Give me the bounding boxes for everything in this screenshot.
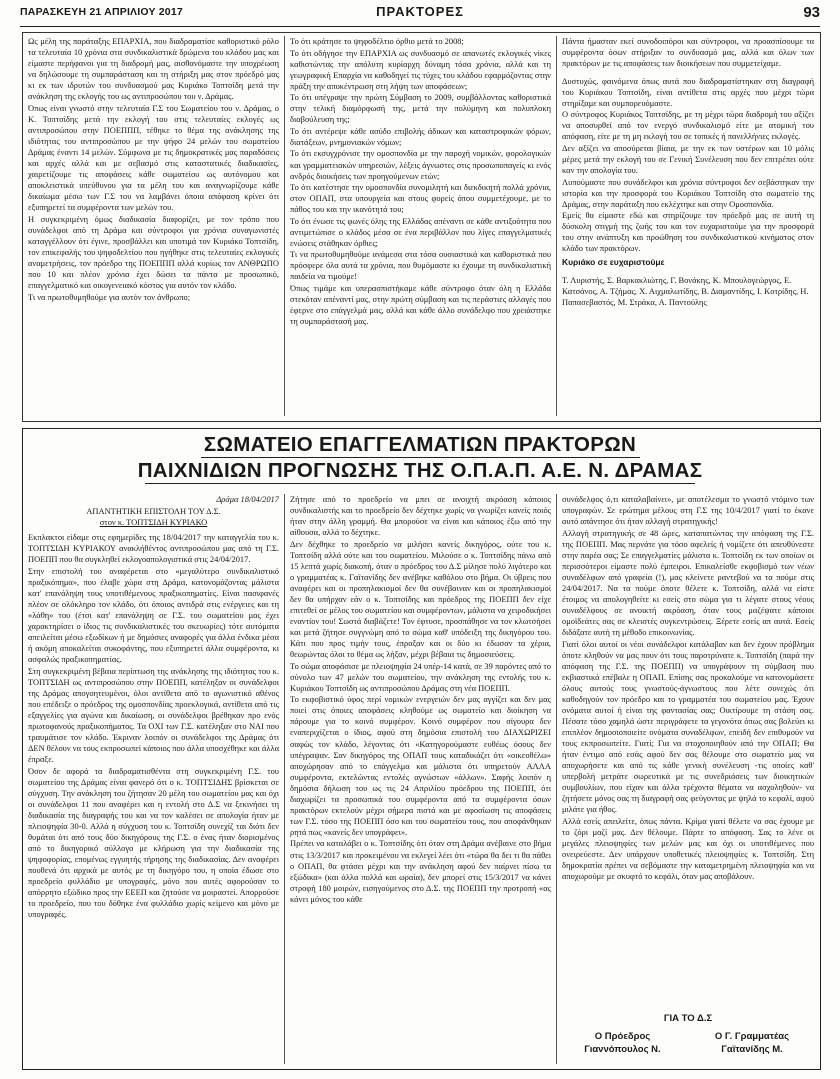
- secretary-title: Ο Γ. Γραμματέας: [714, 1031, 790, 1042]
- paragraph: Τι να πρωτοθυμηθούμε για αυτόν τον άνθρωπο;: [28, 291, 191, 302]
- paragraph: Όπως είναι γνωστό στην τελευταία Γ.Σ του Σωματείου του ν. Δράμας, ο Κ. Τοπτσίδης μετά την εκλογή του στις τελευταίες εκλογές ως αντιπροσώπου στην ΠΟΕΠΠΠ, τέθηκε το θέμα της ανάκλησης της ιδιότητας του αντιπροσώπου με την ψήφο 24 μελών του σωματείου Δράμας έναντι 14 μελών. Σύμφωνα με τις δημοκρατικές μας παραδόσεις και αρχές αλλά και με σεβασμό στις καταστατικές διαδικασίες, χαιρετίζουμε τις αποφάσεις κάθε σωματείου ως αυτόνομου και αποκλειστικά υπεύθυνου για τα μέλη του και αναγνωρίζουμε κάθε δικαίωμα μέσω των Γ.Σ του να λαμβάνει όποια απόφαση κρίνει ότι εξυπηρετεί τα συμφέροντα των μελών του.: [28, 102, 279, 213]
- paragraph: Γιατί όλοι αυτοί οι νέοι συνάδελφοι κατάλαβαν και δεν έχουν πρόβλημα όποτε κληθούν να μας πουν ότι τους παροτρύνατε κ. Τοπτσίδη (παρά την απόφαση της Γ.Σ. της ΠΟΕΠΠ) να υπογράψουν τη σύμβαση που εκβιαστικά επέβαλε η ΟΠΑΠ. Επίσης σας προκαλούμε να κατονομάσετε όλους αυτούς τους γνωστούς-άγνωστους που λέτε συνεχώς ότι καθοδηγούν τον πρόεδρο και το γραμματέα του σωματείου μας. Έχουν ονόματα αυτοί ή είναι της φαντασίας σας; Οικτίρουμε τη στάση σας. Πέσατε τόσο χαμηλά ώστε περιγράφετε τα γεγονότα όπως σας βολεύει κι επιπλέον δημοσιοποιείτε ονόματα συναδέλφων, επειδή δεν επιθυμούν να τους εκπροσωπείτε. Γιατί; Για να στοχοποιηθούν από την ΟΠΑΠ; Θα ήταν έντιμο από εσάς αφού δεν σας θέλουμε στο σωματείο μας να αποχωρήσετε και από τις κάθε γενική συνέλευση -τις οποίες καθ' υπερβολή μετράτε σωρευτικά με τις συνεδριάσεις των διοικητικών συμβουλίων, που είχαν και άλλα τρέχοντα θέματα να ασχοληθούν- να ζητήσετε μόνος σας τη διαγραφή σας φεύγοντας με ψηλά το κεφαλί, αφού μιλάτε για ήθος.: [562, 638, 814, 815]
- paragraph: Το ότι κράτησε το ψηφοδέλτιο όρθιο μετά το 2008;: [290, 36, 464, 46]
- column-divider: [284, 36, 285, 416]
- bottom-article-column-3: [562, 494, 814, 1009]
- paragraph: Δυστυχώς, φαινόμενα όπως αυτά που διαδραματίστηκαν στη διαγραφή του Κυριάκου Τοπτσίδη, είναι αντίθετα στις αρχές που μέχρι τώρα στηρίξαμε και συμπορευόμαστε.: [562, 75, 814, 108]
- column-divider: [556, 494, 557, 1064]
- paragraph: Η συγκεκριμένη όμως διαδικασία διαφορίζει, με τον τρόπο που συνάδελφοι από τη Δράμα και σύντροφοι για χρόνια συναγωνιστές καταγγέλλουν ότι έγινε, προσβάλλει και υποτιμά τον Κυριάκο Τοπτσίδη, τον επικεφαλής του ψηφοδελτίου που ηγήθηκε στις τελευταίες εκλογικές αναμετρήσεις, τον πρόεδρο της ΠΟΕΠΠΠ αλλά κυρίως τον ΑΝΘΡΩΠΟ που 10 και πλέον χρόνια έχει δώσει τα πάντα με προσωπικό, επαγγελματικό και οικογενειακό κόστος για αυτόν τον κλάδο.: [28, 213, 279, 291]
- signature-president: [565, 1030, 680, 1056]
- president-title: Ο Πρόεδρος: [594, 1031, 651, 1042]
- paragraph: Το ότι εκσυγχρόνισε την ομοσπονδία με την παροχή νομικών, φορολογικών και γραμματειακών υπηρεσιών, λέξεις άγνωστες στις προσωποπαγείς κι ενός ανδρός διοικήσεις των προηγούμενων ετών;: [290, 148, 551, 181]
- paragraph: Το ότι υπέγραψε την πρώτη Σύμβαση το 2009, συμβάλλοντας καθοριστικά στην τελική διαμόρφωσή της, μετά την πολύμηνη και πολυπλοκη διαβούλευση της;: [290, 92, 551, 125]
- paragraph: Πρέπει να καταλάβει ο κ. Τοπτσίδης ότι όταν στη Δράμα ανέβαινε στο βήμα στις 13/3/2017 και προκειμένου να εκλεγεί λέει ότι «τώρα θα δει τι θα πάθει ο ΟΠΑΠ, θα φτάσει μέχρι και την ανάκληση αφού δεν παίρνει πίσω τα εξώδικα» (και άλλα πολλά και ωραία), δεν μπορεί στις 15/3/2017 να κάνει στροφή 180 μοιρών, εισηγούμενος στο Δ.Σ. της ΠΟΕΠΠ την προτροπή «ας κάνει μόνος του κάθε: [290, 838, 551, 904]
- column-divider: [556, 36, 557, 416]
- signature-secretary: [688, 1030, 816, 1056]
- paragraph: Στην επιστολή του αναφέρεται στο «μεγαλύτερο συνδικαλιστικό πραξικόπημα», που έλαβε χώρα στη Δράμα, κατονομάζοντας μάλιστα κατ' επανάληψη τους υποτιθέμενους πραξικοπηματίες. Είναι πασιφανές πλέον σε ολόκληρο τον κλάδο, ότι όποιος αντιδρά στις ενέργειες και τη «λάθη» του (έτσι κατ' επανάληψη σε Γ.Σ. του σωματείου μας έχει χαρακτηρίσει ο ίδιος τις συνδικαλιστικές του σκευωρίες) τότε αυτόματα απειλείται μέσω εξωδίκων ή με δημόσιες αναφορές για άλλα ένδικα μέσα ή ακόμη αποκαλείται συκοφάντης, που εξυπηρετεί άλλα συμφέροντα, κι ασφαλώς πραξικοπηματίας.: [28, 565, 279, 665]
- dateline: Δράμα 18/04/2017: [216, 494, 279, 504]
- paragraph: Το σώμα αποφάσισε με πλειοψηφία 24 υπέρ-14 κατά, σε 39 παρόντες από το σύνολο των 47 μελών του σωματείου, την ανάκληση της εντολής του κ. Κυριάκου Τοπτσίδη ως αντιπροσώπου Δράμας στη νέα ΠΟΕΠΠ.: [290, 660, 551, 693]
- paragraph: Εκπλακτοι είδαμε στις εφημερίδες της 18/04/2017 την καταγγελία του κ. ΤΟΠΤΣΙΔΗ ΚΥΡΙΑΚΟΥ ανακλήθέντος αντιπροσώπου μας από τη Γ.Σ. ΠΟΕΠΠ που θα συγκληθεί εκλογοαπολογιστικά στις 24/04/2017.: [28, 532, 279, 565]
- bottom-article-column-2: [290, 494, 551, 1064]
- paragraph: Δεν δέχθηκε το προεδρείο να μιλήσει κανείς δικηγόρος, ούτε του κ. Τοπτσίδη αλλά ούτε και του σωματείου. Μιλούσε ο κ. Τοπτσίδης πάνω από 15 λεπτά χωρίς διακοπή, όταν ο πρόεδρος του Δ.Σ μίλησε πολύ λιγότερο και ο γραμματέας κ. Γαϊτανίδης δεν ανέβηκε καθόλου στο βήμα. Οι ύβρεις που αναφέρει και οι προπηλακισμοί δεν θα συνέβαιναν και οι προπηλακισμοί δεν θα υπήρχαν εάν ο κ. Τοπτσίδης και πρόεδρος της ΠΟΕΠΠ δεν είχε επιτεθεί σε μέλος του σωματείου και συμφέροντων, μάλιστα να χειροδικήσει εναντίον του! Σωστά διαβάζετε! Τον έφτυσε, προσπάθησε να τον κλωτσήσει και μετά ζήτησε συγγνώμη από το σώμα καθ' υπόδειξη της δικηγόρου του. Κάτι που προς τιμήν τους, έπραξαν και οι δύο κι έδωσαν τα χέρια, θεωρώντας όλοι το θέμα ως λήξαν, μέχρι βέβαια τις δημοσιεύσεις.: [290, 538, 551, 660]
- signatories: Τ. Λυριστής, Σ. Βαρκακλιώτης, Γ. Βονάκης, Κ. Μπουλογεώργος, Ε. Κατσάνος, Α. Τζήμας, Χ. Αιχμαλωτίδης, Β. Διαμαντίδης, Ι. Κοτρίδης, Η. Παπασεβαστός, Μ. Στράκα, Α. Παντούλης: [562, 274, 809, 308]
- column-divider: [284, 494, 285, 1064]
- letter-subtitle: ΑΠΑΝΤΗΤΙΚΗ ΕΠΙΣΤΟΛΗ ΤΟΥ Δ.Σ.: [86, 505, 221, 516]
- paragraph: Λυπούμαστε που συνάδελφοι και χρόνια σύντροφοι δεν σεβάστηκαν την ιστορία και την προσφορά του Κυριάκου Τοπτσίδη στο σωματείο της Δράμας, στην παράταξη που εκλέχτηκε και στην Ομοσπονδία.: [562, 176, 814, 209]
- header-rule: [20, 26, 820, 27]
- paragraph: Το ότι ένωσε τις φωνές όλης της Ελλάδας απέναντι σε κάθε αντιξοότητα που αντιμετώπισε ο κλάδος μέσα σε ένα περιβάλλον που λίγες επαγγελματικές ενώσεις στάθηκαν όρθιες;: [290, 215, 551, 248]
- paragraph: Ο σύντροφος Κυριάκος Τοπτσίδης, με τη μέχρι τώρα διαδρομή του αξίζει να αποσυρθεί από τον ενεργό συνδικαλισμό είτε με ατομική του απόφαση, είτε με τη μη εκλογή του σε τοπικές ή πανελλήνιες εκλογές.: [562, 109, 814, 142]
- section-title: ΠΡΑΚΤΟΡΕΣ: [376, 4, 464, 19]
- paragraph: Το ότι αντέρεψε κάθε ασύδο επιβολής άδικων και καταστροφικών φόρων, διατάξεων, μνημονιακών νόμων;: [290, 125, 551, 147]
- page-header: [20, 4, 820, 24]
- headline-line-2: ΠΑΙΧΝΙΔΙΩΝ ΠΡΟΓΝΩΣΗΣ ΤΗΣ Ο.Π.Α.Π. Α.Ε. Ν. ΔΡΑΜΑΣ: [137, 459, 703, 482]
- paragraph: Το εκφοβιστικό ύφος περί νομικών ενεργειών δεν μας αγγίζει και δεν μας ποιεί στις όποιες αποφάσεις κληθούμε ως σωματείο και διοίκηση να πάρουμε για το κοινό συμφέρον. Κοινό συμφέρον που σίγουρα δεν εναπεριχίζεται ο ίδιος, αφού στη δημόσια επιστολή του ΔΙΑΧΩΡΙΖΕΙ σαφώς τον κλάδο, λέγοντας ότι «Κατηγορούμαστε ευθέως όσους δεν υπέγραψαν. Σαν δικηγόρος της ΟΠΑΠ τους καταδικάζει ότι «οικεοθέλω» αποχώρησαν από το επάγγελμα και μάλιστα ότι υπηρετούν ΑΛΛΑ συμφέροντα, εκτελώντας εντολές αγνώστων «άλλων». Σαφής λοιπόν η δημόσια δήλωση του ως τις 24 Απριλίου πρόεδρου της ΠΟΕΠΠ, ότι διαχωρίζει τα προσωπικά του συμφέροντα από τα συμφέροντα όσων πρακτόρων εκτελούν μέχρι σήμερα πιστά και με αφοσίωση τις αποφάσεις των Γ.Σ. τόσο της ΠΟΕΠΠ όσο και του σωματείου τους, που αποφάνθηκαν ρητά πως «κανείς δεν υπογράφει».: [290, 694, 551, 837]
- secretary-name: Γαϊτανίδης Μ.: [721, 1044, 783, 1055]
- headline-underline: [145, 483, 695, 484]
- paragraph: Όσον δε αφορά τα διαδραματισθέντα στη συγκεκριμένη Γ.Σ. του σωματείου της Δράμας είναι φανερό ότι ο κ. ΤΟΠΤΣΙΔΗΣ βρίσκεται σε σύγχυση. Την ανάκληση του ζήτησαν 20 μέλη του σωματείου μας και όχι οι συνάδελφοι 11 που αναφέρει και η εντολή στο Δ.Σ να ξεκινήσει τη διαδικασία της διαγραφής του και να τον καλέσει σε απολογία ήταν με πλειοψηφία 30-0. Αλλά η σύγχυση του κ. Τοπτσίδη συνεχίζ ται διότι δεν θυμάται ότι από τους δύο δικηγόρους της Γ.Σ. ο ένας ήταν διορισμένος από το δικηγορικό σύλλογο με κλήρωση για την διαδικασία της ψηφοφορίας, επομένως εγγυητής τήρησης της διαδικασίας. Δεν αναφέρει πουθενά ότι αρχικά με αυτός με τη δικηγόρο του, η οποία έδωσε στο προεδρείο φυλλάδιο με υπογραφές, μόνο που αυτές αφορούσαν το απόρρητο εξώδικο προς την ΕΕΕΠ και ζητούσε να μοιραστεί. Απορρούσε το προεδρείο, που του δόθηκε ένα φυλλάδιο χωρίς κείμενο και μόνο με υπογραφές.: [28, 765, 279, 920]
- paragraph: Το ότι οδήγησε την ΕΠΑΡΧΙΑ ως συνδυασμό σε απανωτές εκλογικές νίκες καθιστώντας την απόλυτη κυρίαρχη δύναμη τόσα χρόνια, αλλά και τη γεωγραφική Επαρχία να καθοδηγεί τις τύχες του κλάδου εφαρμόζοντας στην πράξη την αποκέντρωση στη λήψη των αποφάσεων;: [290, 47, 551, 91]
- paragraph: Ζήτησε από το προεδρείο να μπει σε ανοιχτή ακρόαση κάποιος συνδικαλιστής και το προεδρείο δεν δέχτηκε χωρίς να γνωρίζει κανείς ποιός ήταν στην άλλη γραμμή. Θα μπορούσε να είναι και κάποιος έξω από την αίθουσα, αλλά το δέχτηκε.: [290, 494, 551, 538]
- president-name: Γιαννόπουλος Ν.: [584, 1044, 661, 1055]
- issue-date: ΠΑΡΑΣΚΕΥΗ 21 ΑΠΡΙΛΙΟΥ 2017: [20, 6, 183, 18]
- headline-line-1: ΣΩΜΑΤΕΙΟ ΕΠΑΓΓΕΛΜΑΤΙΩΝ ΠΡΑΚΤΟΡΩΝ: [203, 433, 637, 456]
- top-article-column-2: [290, 36, 551, 416]
- paragraph: Το ότι κατέστησε την ομοσπονδία συνομιλητή και διεκδικητή πολλά χρόνια, στον ΟΠΑΠ, στα υπουργεία και στους φορείς όπου συμμετέχουμε, με το πάθος του και την ικανότητά του;: [290, 182, 551, 215]
- paragraph: Εμείς θα είμαστε εδώ και στηρίζουμε τον πρόεδρό μας σε αυτή τη δύσκολη στιγμή της ζωής του και τον ευχαριστούμε για την προσφορά του στην ανάπτυξη και προώθηση του συνδικαλιστικού κινήματος στον κλάδο των πρακτόρων.: [562, 210, 814, 254]
- for-board-label: ΓΙΑ ΤΟ Δ.Σ: [663, 1013, 713, 1024]
- paragraph: Αλλά εσείς απειλείτε, όπως πάντα. Κρίμα γιατί θέλετε να σας έχουμε με το ζόρι μαζί μας. Δεν θέλουμε. Πάρτε το απόφαση. Σας το λένε οι μεγάλες πλειοψηφίες των μελών μας και όχι οι υποτιθέμενες που ονειρεύεστε. Δεν υπάρχουν υποθετικές πλειοψηφίες κ. Τοπτσίδη. Στη δημοκρατία πρέπει να σεβόμαστε την καταμετρημένη πλειοψηφία και να αποχωρούμε με σκυφτό το κεφάλι, όταν μας αποβάλουν.: [562, 815, 814, 882]
- paragraph: συνάδελφος ό,τι καταλαβαίνει», με αποτέλεσμα το γνωστό ντόμινο των υπογραφών. Σε ερώτημα μέλους στη Γ.Σ της 10/4/2017 γιατί το έκανε αυτό απάντησε ότι ήταν αλλαγή στρατηγικής!: [562, 494, 814, 527]
- paragraph: Δεν αξίζει να αποσύρεται βίαια, με την εκ των υστέρων και 10 μόλις μέρες μετά την εκλογή του σε Γενική Συνέλευση που δεν επιτρέπει ούτε καν την απολογία του.: [562, 142, 814, 176]
- paragraph: Τι να πρωτοθυμηθούμε ανάμεσα στα τόσα ουσιαστικά και καθοριστικά που πρόσφερε όλα αυτά τα χρόνια, που θυμόμαστε κι έχουμε τη συνδικαλιστική παιδεία να τιμούμε!: [290, 249, 551, 282]
- paragraph: Όπως τιμάμε και υπερασπιστήκαμε κάθε σύντροφο όταν όλη η Ελλάδα στεκόταν απέναντί μας, στην πρώτη σύμβαση και τις περάστιες αλλαγές που έφερνε στο επάγγελμά μας, αλλά και κάθε άλλο συνάδελφο που χρειάστηκε τη συμπαράστασή μας.: [290, 283, 551, 327]
- closing-line: Κυριάκο σε ευχαριστούμε: [562, 257, 665, 268]
- top-article-column-1: [28, 36, 279, 416]
- paragraph: Πάντα ήμασταν εκεί συνοδοιπόροι και σύντροφοι, να προασπίσουμε τα συμφέροντα όσων στήριξαν το συνδυασμό μας, αλλά και όλων των πρακτόρων με τις αποφάσεις των διοικήσεων που συμμετείχαμε.: [562, 36, 814, 69]
- paragraph: Αλλαγή στρατηγικής σε 48 ώρες, καταπατώντας την απόφαση της Γ.Σ. της ΠΟΕΠΠ. Μας περνάτε για τόσο αφελείς ή νομίζετε ότι απευθύνεστε στην παρέα σας; Σε επαγγελματίες μάλιστα κ. Τοπτσίδη εκ των οποίων οι περισσότεροι είμαστε πολύ έμπειροι. Επικαλείσθε εκφοβισμό των νέων συναδέλφων από γραφεία (!), μας κλείνετε ραντεβού να τα πούμε στις 24/04/2017. Να τα πούμε όποτε θέλετε κ. Τοπτσίδη, αλλά να είστε έτοιμος να απολογηθείτε κι εσείς στο σώμα για τι λέγατε στους νέους συναδέλφους σε ανοικτή ακρόαση, όταν τους μαζέψατε κάποιοι ομοϊδεάτες σας σε κλειστές συγκεντρώσεις. Ξέρετε εσείς απ αυτά. Εσείς διδάξατε αυτή τη μέθοδο επικοινωνίας.: [562, 527, 814, 638]
- bottom-article-column-1: [28, 494, 279, 1064]
- headline-underline: [201, 457, 640, 458]
- letter-recipient: στον κ. ΤΟΠΤΣΙΔΗ ΚΥΡΙΑΚΟ: [99, 517, 208, 528]
- paragraph: Ως μέλη της παράταξης ΕΠΑΡΧΙΑ, που διαδραματίσε καθοριστικό ρόλο τα τελευταία 10 χρόνια στα συνδικαλιστικά δρώμενα του κλάδου μας και είμαστε περήφανοι για τη διαδρομή μας, αισθανόμαστε την υποχρέωση να δηλώσουμε τη συμπαράσταση και τη στήριξη μας στον πρόεδρό μας κι εκ των ιδρυτών του συνδυασμού μας Κυριάκο Τοπτσίδη μετά την ανάκληση της εκλογής του ως αντιπροσώπου του ν. Δράμας.: [28, 36, 279, 102]
- page-number: 93: [803, 4, 820, 21]
- top-article-column-3: [562, 36, 814, 416]
- paragraph: Στη συγκεκριμένη βέβαια περίπτωση της ανάκλησης της ιδιότητας του κ. ΤΟΠΤΣΙΔΗ ως αντιπροσώπου στην ΠΟΕΠΠ, κατέληξαν οι συνάδελφοι της Δράμας απογοητευμένοι, όλοι αντίθετα από το αγωνιστικό αθένος που επέδειξε ο πρόεδρος της ομοσπονδίας προεκλογικά, αντίθετα από τις εξαγγελίες για αγώνα και δικαίωση, οι συνάδελφοι βρέθηκαν προ ενός πρωτοφανούς πραξικοπήματος. Τα ΟΧΙ των Γ.Σ. κατέληξαν στο ΝΑΙ που τραυμάτισε τον κλάδο. Έκριναν λοιπόν οι συνάδελφοι της Δράμας ότι ΔΕΝ θέλουν να τους εκπροσωπεί κάποιος που άλλα υποσχέθηκε και άλλα έπραξε.: [28, 665, 279, 765]
